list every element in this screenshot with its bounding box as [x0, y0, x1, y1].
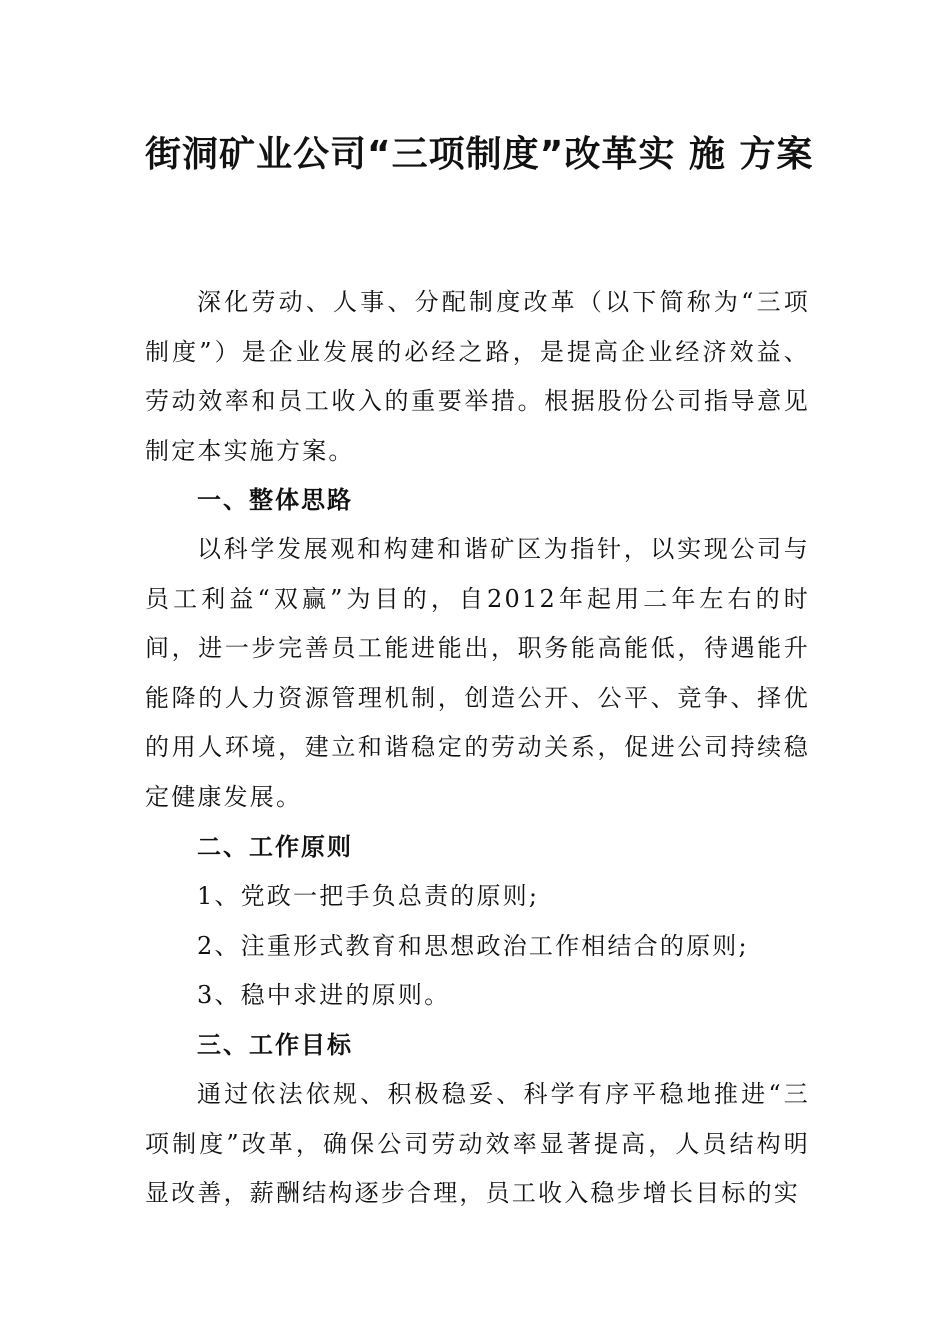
principle-item: 2、注重形式教育和思想政治工作相结合的原则; — [197, 932, 749, 960]
principle-item: 3、稳中求进的原则。 — [197, 981, 451, 1009]
overall-thinking-paragraph: 以科学发展观和构建和谐矿区为指针，以实现公司与员工利益“双赢”为目的，自2012年起用二年左右的时间，进一步完善员工能进能出，职务能高能低，待遇能升能降的人力资源管理机制，创造公开、公平、竞争、择优的用人环境，建立和谐稳定的劳动关系，促进公司持续稳定健康发展。 — [145, 535, 810, 811]
document-title: 街洞矿业公司“三项制度”改革实 施 方案 — [145, 134, 814, 175]
section-heading-work-principles: 二、工作原则 — [197, 833, 353, 861]
intro-paragraph: 深化劳动、人事、分配制度改革（以下简称为“三项制度”）是企业发展的必经之路，是提高企业经济效益、劳动效率和员工收入的重要举措。根据股份公司指导意见制定本实施方案。 — [145, 288, 810, 465]
section-heading-overall-thinking: 一、整体思路 — [197, 486, 353, 514]
principle-item: 1、党政一把手负总责的原则; — [197, 882, 540, 910]
work-goals-paragraph: 通过依法依规、积极稳妥、科学有序平稳地推进“三项制度”改革，确保公司劳动效率显著提高，人员结构明显改善，薪酬结构逐步合理，员工收入稳步增长目标的实 — [145, 1080, 810, 1207]
section-heading-work-goals: 三、工作目标 — [197, 1031, 353, 1059]
